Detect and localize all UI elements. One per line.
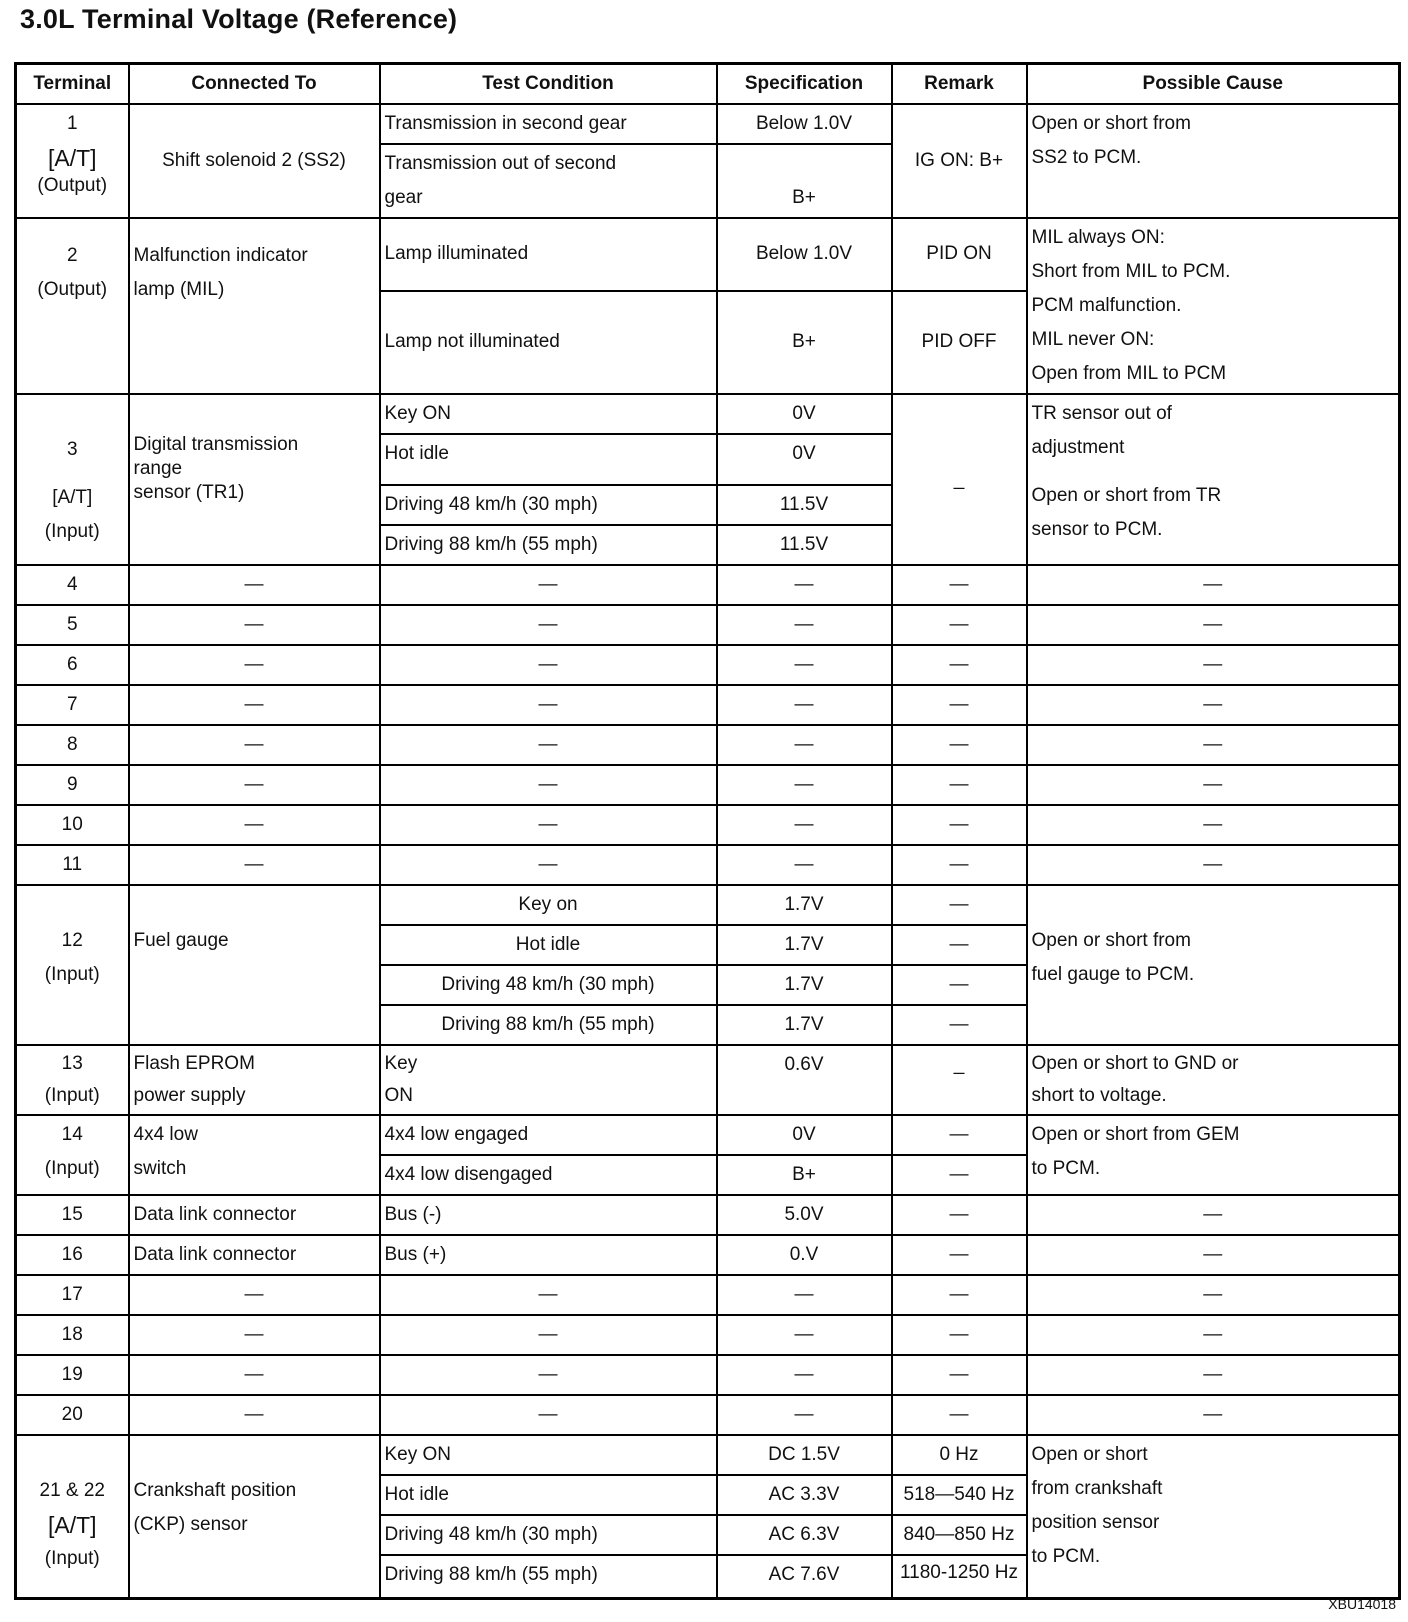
spec-cell: 11.5V <box>717 485 892 525</box>
remark-cell: — <box>892 725 1027 765</box>
cause-cell: Open or short from crankshaft position sensor to PCM. <box>1027 1435 1400 1599</box>
figure-code: XBU14018 <box>1328 1596 1396 1612</box>
spec-cell: — <box>717 565 892 605</box>
spec-cell: 0.V <box>717 1235 892 1275</box>
spec-cell: 1.7V <box>717 1005 892 1045</box>
table-row <box>16 1435 1400 1475</box>
table-row <box>16 645 1400 685</box>
remark-cell: — <box>892 1355 1027 1395</box>
remark-cell: IG ON: B+ <box>892 104 1027 218</box>
terminal-cell: 15 <box>16 1195 129 1235</box>
terminal-cell: 6 <box>16 645 129 685</box>
cause-cell: — <box>1027 1275 1400 1315</box>
remark-cell: — <box>892 1315 1027 1355</box>
condition-cell: Bus (-) <box>380 1195 717 1235</box>
header-remark: Remark <box>892 64 1027 105</box>
connected-cell: — <box>129 1315 380 1355</box>
cause-cell: — <box>1027 685 1400 725</box>
cause-cell: — <box>1027 1395 1400 1435</box>
header-test-condition: Test Condition <box>380 64 717 105</box>
connected-cell: Shift solenoid 2 (SS2) <box>129 104 380 218</box>
condition-cell: 4x4 low disengaged <box>380 1155 717 1195</box>
remark-cell: — <box>892 685 1027 725</box>
table-row <box>16 1275 1400 1315</box>
remark-cell: — <box>892 765 1027 805</box>
table-row <box>16 765 1400 805</box>
remark-cell: _ <box>892 394 1027 565</box>
condition-cell: Hot idle <box>380 1475 717 1515</box>
table-row <box>16 1315 1400 1355</box>
spec-cell: AC 7.6V <box>717 1555 892 1599</box>
condition-cell: Driving 48 km/h (30 mph) <box>380 1515 717 1555</box>
cause-cell: — <box>1027 1315 1400 1355</box>
table-row <box>16 845 1400 885</box>
spec-cell: B+ <box>717 144 892 218</box>
table-row <box>16 885 1400 925</box>
remark-cell: — <box>892 645 1027 685</box>
condition-cell: — <box>380 1395 717 1435</box>
condition-cell: — <box>380 765 717 805</box>
terminal-cell: 17 <box>16 1275 129 1315</box>
condition-cell: Driving 48 km/h (30 mph) <box>380 965 717 1005</box>
remark-cell: — <box>892 1005 1027 1045</box>
cause-cell: — <box>1027 565 1400 605</box>
condition-cell: — <box>380 805 717 845</box>
table-row <box>16 218 1400 291</box>
table-row <box>16 805 1400 845</box>
table-row <box>16 1355 1400 1395</box>
terminal-cell: 13 (Input) <box>16 1045 129 1115</box>
remark-cell: 0 Hz <box>892 1435 1027 1475</box>
page-title: 3.0L Terminal Voltage (Reference) <box>20 4 458 34</box>
condition-cell: Hot idle <box>380 925 717 965</box>
empty-rows-block <box>16 1275 1400 1435</box>
remark-cell: — <box>892 1275 1027 1315</box>
spec-cell: Below 1.0V <box>717 104 892 144</box>
spec-cell: — <box>717 685 892 725</box>
table-row <box>16 1235 1400 1275</box>
condition-cell: Lamp not illuminated <box>380 291 717 394</box>
connected-cell: Digital transmission range sensor (TR1) <box>129 394 380 565</box>
cause-cell: — <box>1027 805 1400 845</box>
terminal-cell: 9 <box>16 765 129 805</box>
remark-cell: — <box>892 1155 1027 1195</box>
empty-rows-block <box>16 565 1400 885</box>
condition-cell: Lamp illuminated <box>380 218 717 291</box>
remark-cell: — <box>892 605 1027 645</box>
terminal-voltage-table <box>14 62 1401 1600</box>
cause-cell: — <box>1027 765 1400 805</box>
condition-cell: Driving 48 km/h (30 mph) <box>380 485 717 525</box>
table-row <box>16 104 1400 144</box>
connected-cell: Flash EPROM power supply <box>129 1045 380 1115</box>
condition-cell: Transmission out of second gear <box>380 144 717 218</box>
spec-cell: B+ <box>717 291 892 394</box>
spec-cell: 11.5V <box>717 525 892 565</box>
header-possible-cause: Possible Cause <box>1027 64 1400 105</box>
terminal-cell: 8 <box>16 725 129 765</box>
cause-cell: Open or short from SS2 to PCM. <box>1027 104 1400 218</box>
remark-cell: _ <box>892 1045 1027 1115</box>
condition-cell: Driving 88 km/h (55 mph) <box>380 525 717 565</box>
table-row <box>16 1115 1400 1155</box>
table-row <box>16 605 1400 645</box>
condition-cell: — <box>380 565 717 605</box>
cause-cell: — <box>1027 725 1400 765</box>
remark-cell: — <box>892 805 1027 845</box>
connected-cell: — <box>129 805 380 845</box>
connected-cell: — <box>129 605 380 645</box>
spec-cell: — <box>717 725 892 765</box>
condition-cell: Bus (+) <box>380 1235 717 1275</box>
spec-cell: 0V <box>717 1115 892 1155</box>
connected-cell: — <box>129 765 380 805</box>
remark-cell: PID OFF <box>892 291 1027 394</box>
header-connected-to: Connected To <box>129 64 380 105</box>
header-row <box>16 64 1400 105</box>
remark-cell: 518—540 Hz <box>892 1475 1027 1515</box>
spec-cell: — <box>717 1275 892 1315</box>
spec-cell: 1.7V <box>717 885 892 925</box>
terminal-cell: 5 <box>16 605 129 645</box>
remark-cell: — <box>892 1395 1027 1435</box>
spec-cell: — <box>717 605 892 645</box>
connected-cell: — <box>129 1275 380 1315</box>
terminal-cell: 4 <box>16 565 129 605</box>
remark-cell: — <box>892 965 1027 1005</box>
connected-cell: — <box>129 565 380 605</box>
spec-cell: — <box>717 1315 892 1355</box>
condition-cell: Key ON <box>380 1435 717 1475</box>
terminal-cell: 16 <box>16 1235 129 1275</box>
spec-cell: 1.7V <box>717 965 892 1005</box>
spec-cell: 0V <box>717 434 892 485</box>
condition-cell: Key on <box>380 885 717 925</box>
spec-cell: — <box>717 645 892 685</box>
condition-cell: — <box>380 605 717 645</box>
condition-cell: — <box>380 1315 717 1355</box>
connected-cell: Data link connector <box>129 1195 380 1235</box>
table-row <box>16 685 1400 725</box>
table-row <box>16 1395 1400 1435</box>
spec-cell: — <box>717 1395 892 1435</box>
header-terminal: Terminal <box>16 64 129 105</box>
connected-cell: Data link connector <box>129 1235 380 1275</box>
spec-cell: DC 1.5V <box>717 1435 892 1475</box>
spec-cell: B+ <box>717 1155 892 1195</box>
remark-cell: — <box>892 1195 1027 1235</box>
cause-cell: MIL always ON: Short from MIL to PCM. PCM malfunction. MIL never ON: Open from MIL to PCM <box>1027 218 1400 394</box>
spec-cell: AC 3.3V <box>717 1475 892 1515</box>
connected-cell: 4x4 low switch <box>129 1115 380 1195</box>
table-row <box>16 725 1400 765</box>
spec-cell: Below 1.0V <box>717 218 892 291</box>
condition-cell: — <box>380 685 717 725</box>
connected-cell: — <box>129 645 380 685</box>
remark-cell: PID ON <box>892 218 1027 291</box>
spec-cell: 0.6V <box>717 1045 892 1115</box>
remark-cell: — <box>892 1235 1027 1275</box>
remark-cell: — <box>892 845 1027 885</box>
header-specification: Specification <box>717 64 892 105</box>
terminal-cell: 14 (Input) <box>16 1115 129 1195</box>
connected-cell: Fuel gauge <box>129 885 380 1045</box>
terminal-cell: 21 & 22 [A/T] (Input) <box>16 1435 129 1599</box>
table-row <box>16 1195 1400 1235</box>
condition-cell: Driving 88 km/h (55 mph) <box>380 1005 717 1045</box>
terminal-cell: 1 [A/T] (Output) <box>16 104 129 218</box>
remark-cell: — <box>892 565 1027 605</box>
spec-cell: — <box>717 1355 892 1395</box>
cause-cell: Open or short to GND or short to voltage. <box>1027 1045 1400 1115</box>
terminal-cell: 19 <box>16 1355 129 1395</box>
connected-cell: Crankshaft position (CKP) sensor <box>129 1435 380 1599</box>
terminal-cell: 2 (Output) <box>16 218 129 394</box>
spec-cell: — <box>717 845 892 885</box>
condition-cell: Transmission in second gear <box>380 104 717 144</box>
spec-cell: — <box>717 805 892 845</box>
connected-cell: — <box>129 1395 380 1435</box>
table-row <box>16 1045 1400 1115</box>
spec-cell: 0V <box>717 394 892 434</box>
table-row <box>16 394 1400 434</box>
condition-cell: Key ON <box>380 394 717 434</box>
condition-cell: 4x4 low engaged <box>380 1115 717 1155</box>
terminal-cell: 7 <box>16 685 129 725</box>
terminal-cell: 3 [A/T] (Input) <box>16 394 129 565</box>
cause-cell: — <box>1027 605 1400 645</box>
spec-cell: — <box>717 765 892 805</box>
terminal-cell: 11 <box>16 845 129 885</box>
connected-cell: — <box>129 1355 380 1395</box>
condition-cell: — <box>380 845 717 885</box>
terminal-cell: 20 <box>16 1395 129 1435</box>
terminal-cell: 10 <box>16 805 129 845</box>
connected-cell: — <box>129 845 380 885</box>
condition-cell: Key ON <box>380 1045 717 1115</box>
remark-cell: — <box>892 885 1027 925</box>
cause-cell: — <box>1027 1355 1400 1395</box>
connected-cell: — <box>129 685 380 725</box>
cause-cell: — <box>1027 845 1400 885</box>
spec-cell: AC 6.3V <box>717 1515 892 1555</box>
terminal-cell: 12 (Input) <box>16 885 129 1045</box>
condition-cell: — <box>380 1275 717 1315</box>
condition-cell: — <box>380 645 717 685</box>
cause-cell: Open or short from fuel gauge to PCM. <box>1027 885 1400 1045</box>
cause-cell: — <box>1027 1235 1400 1275</box>
condition-cell: — <box>380 1355 717 1395</box>
condition-cell: — <box>380 725 717 765</box>
spec-cell: 1.7V <box>717 925 892 965</box>
remark-cell: 1180-1250 Hz <box>892 1555 1027 1599</box>
connected-cell: Malfunction indicator lamp (MIL) <box>129 218 380 394</box>
remark-cell: — <box>892 925 1027 965</box>
terminal-cell: 18 <box>16 1315 129 1355</box>
condition-cell: Driving 88 km/h (55 mph) <box>380 1555 717 1599</box>
connected-cell: — <box>129 725 380 765</box>
remark-cell: — <box>892 1115 1027 1155</box>
remark-cell: 840—850 Hz <box>892 1515 1027 1555</box>
cause-cell: TR sensor out of adjustment Open or short from TR sensor to PCM. <box>1027 394 1400 565</box>
table-row <box>16 565 1400 605</box>
spec-cell: 5.0V <box>717 1195 892 1235</box>
condition-cell: Hot idle <box>380 434 717 485</box>
cause-cell: — <box>1027 645 1400 685</box>
cause-cell: — <box>1027 1195 1400 1235</box>
cause-cell: Open or short from GEM to PCM. <box>1027 1115 1400 1195</box>
